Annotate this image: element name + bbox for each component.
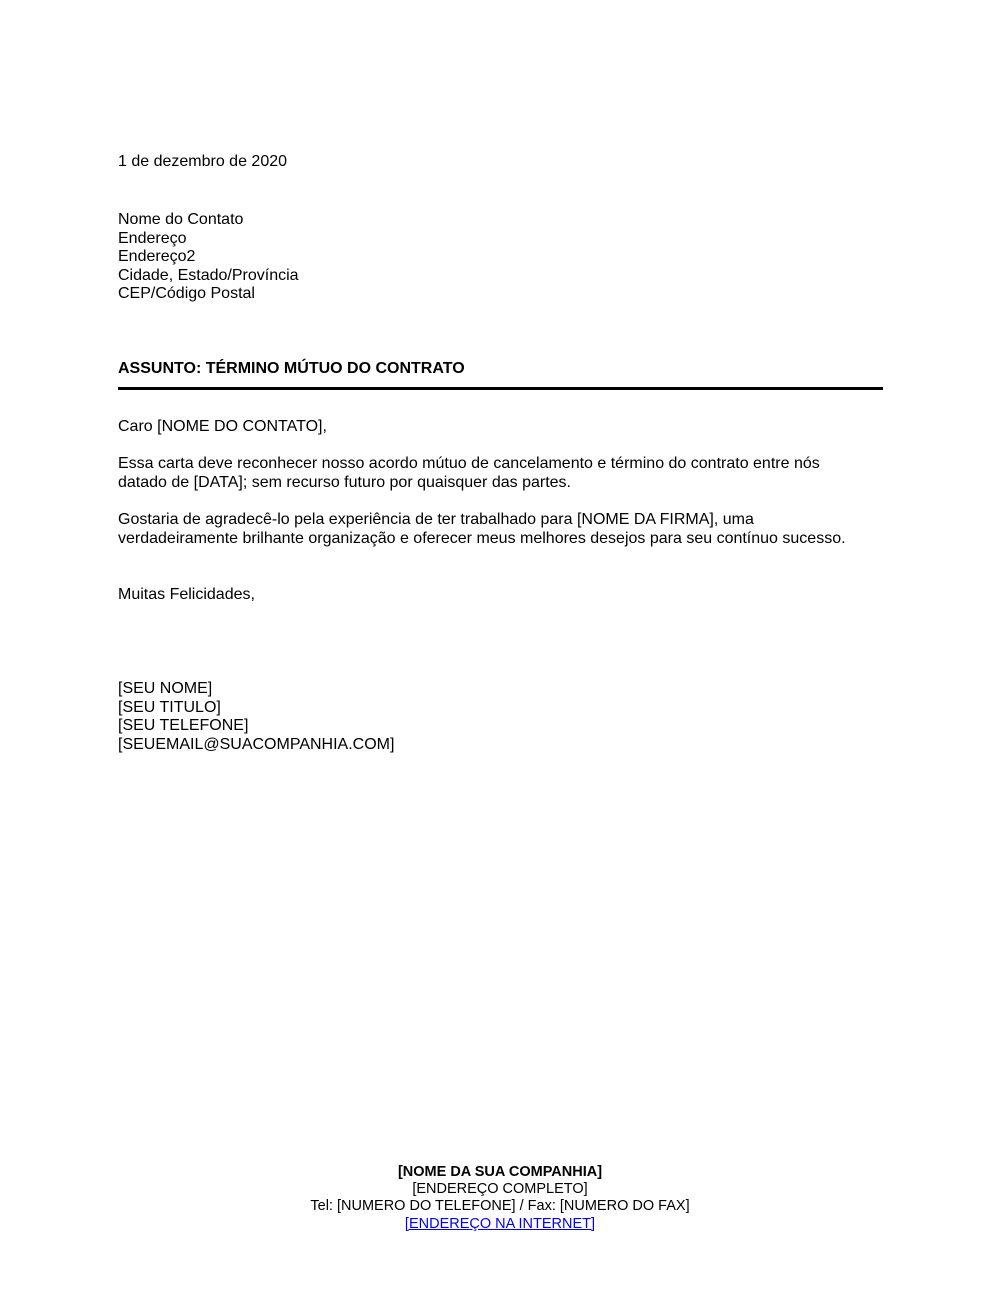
signature-block: [118, 680, 883, 754]
body-paragraph-2: [118, 511, 883, 548]
date-text: 1 de dezembro de 2020: [118, 153, 288, 170]
paragraph-2-line-2: verdadeiramente brilhante organização e oferecer meus melhores desejos para seu contínuo sucesso.: [118, 529, 846, 547]
footer-contact: Tel: [NUMERO DO TELEFONE] / Fax: [NUMERO DO FAX]: [310, 1198, 690, 1215]
address-line-2: Endereço2: [118, 248, 196, 266]
paragraph-1-line-2: datado de [DATA]; sem recurso futuro por quaisquer das partes.: [118, 473, 571, 491]
paragraph-2-line-1: Gostaria de agradecê-lo pela experiência de ter trabalhado para [NOME DA FIRMA], uma: [118, 511, 754, 528]
paragraph-1-line-1: Essa carta deve reconhecer nosso acordo mútuo de cancelamento e término do contrato entre nós: [118, 455, 820, 472]
greeting-text: Caro [NOME DO CONTATO],: [118, 418, 327, 435]
subject-text: ASSUNTO: TÉRMINO MÚTUO DO CONTRATO: [118, 360, 465, 377]
postal-code: CEP/Código Postal: [118, 285, 255, 303]
body-paragraph-1: [118, 455, 883, 492]
address-line-1: Endereço: [118, 229, 187, 247]
contact-name: Nome do Contato: [118, 211, 244, 228]
footer-company-name: [NOME DA SUA COMPANHIA]: [397, 1164, 603, 1180]
signature-title: [SEU TITULO]: [118, 698, 221, 716]
letter-footer: [0, 1164, 1000, 1233]
subject-heading: [118, 360, 883, 379]
signature-name: [SEU NOME]: [118, 680, 213, 697]
footer-address: [ENDEREÇO COMPLETO]: [412, 1181, 588, 1198]
closing: [118, 586, 883, 605]
signature-email: [SEUEMAIL@SUACOMPANHIA.COM]: [118, 735, 395, 753]
city-state: Cidade, Estado/Província: [118, 266, 299, 284]
signature-phone: [SEU TELEFONE]: [118, 717, 249, 735]
footer-website-link[interactable]: [ENDEREÇO NA INTERNET]: [404, 1215, 596, 1232]
subject-divider: [118, 387, 883, 390]
recipient-address: [118, 211, 883, 304]
greeting: [118, 418, 883, 437]
letter-date: [118, 153, 883, 172]
closing-text: Muitas Felicidades,: [118, 586, 255, 603]
